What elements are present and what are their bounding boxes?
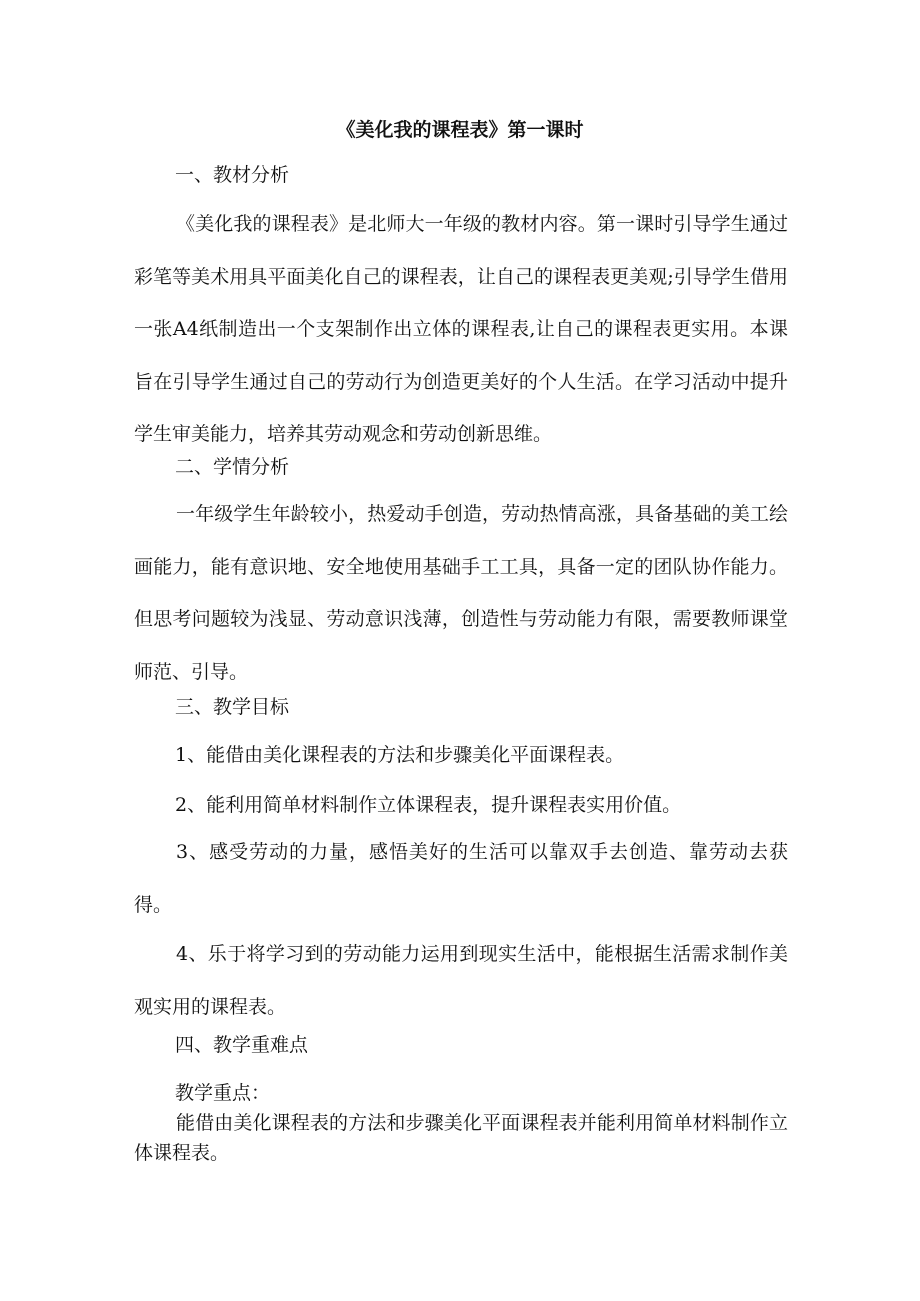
- key-point-paragraph: 能借由美化课程表的方法和步骤美化平面课程表并能利用简单材料制作立体课程表。: [134, 1112, 788, 1164]
- section-heading-learner-analysis: 二、学情分析: [175, 456, 290, 478]
- goal-item-3: 3、感受劳动的力量，感悟美好的生活可以靠双手去创造、靠劳动去获得。: [134, 841, 788, 916]
- goal-item-2: 2、能利用简单材料制作立体课程表，提升课程表实用价值。: [175, 794, 682, 816]
- key-point-label: 教学重点：: [175, 1082, 271, 1104]
- paragraph-textbook-analysis: 《美化我的课程表》是北师大一年级的教材内容。第一课时引导学生通过彩笔等美术用具平面美化自己的课程表，让自己的课程表更美观;引导学生借用一张A4纸制造出一个支架制作出立体的课程表,让自己的课程表更实用。本课旨在引导学生通过自己的劳动行为创造更美好的个人生活。在学习活动中提升学生审美能力，培养其劳动观念和劳动创新思维。: [134, 213, 788, 445]
- goal-item-1: 1、能借由美化课程表的方法和步骤美化平面课程表。: [175, 744, 625, 766]
- section-heading-teaching-goals: 三、教学目标: [175, 696, 290, 718]
- paragraph-learner-analysis: 一年级学生年龄较小，热爱动手创造，劳动热情高涨，具备基础的美工绘画能力，能有意识地、安全地使用基础手工工具，具备一定的团队协作能力。但思考问题较为浅显、劳动意识浅薄，创造性与劳动能力有限，需要教师课堂师范、引导。: [134, 503, 788, 683]
- document-title: 《美化我的课程表》第一课时: [336, 119, 584, 141]
- goal-item-4: 4、乐于将学习到的劳动能力运用到现实生活中，能根据生活需求制作美观实用的课程表。: [134, 943, 788, 1018]
- section-heading-key-difficulties: 四、教学重难点: [175, 1034, 309, 1056]
- section-heading-textbook-analysis: 一、教材分析: [175, 164, 290, 186]
